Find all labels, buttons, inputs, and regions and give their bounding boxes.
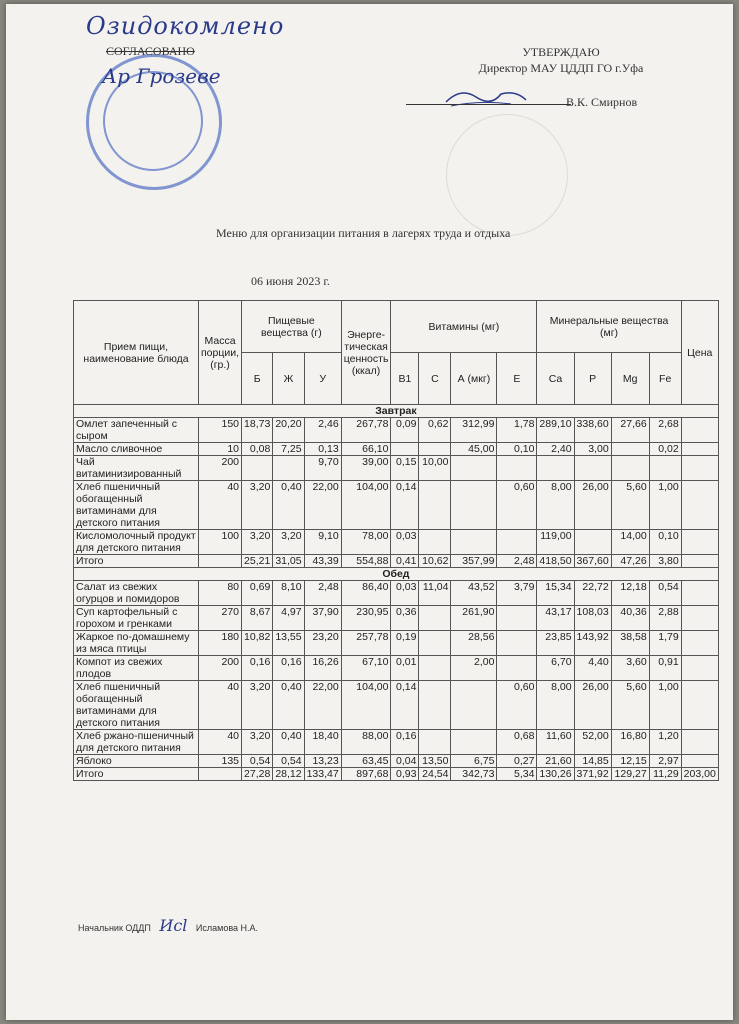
value-cell [419, 730, 451, 755]
value-cell: 11,29 [649, 768, 681, 781]
value-cell: 203,00 [681, 768, 718, 781]
value-cell: 257,78 [341, 631, 391, 656]
header-p: P [574, 353, 611, 405]
section-title: Обед [74, 568, 719, 581]
value-cell: 0,08 [242, 443, 273, 456]
value-cell: 180 [199, 631, 242, 656]
value-cell [497, 530, 537, 555]
value-cell: 14,85 [574, 755, 611, 768]
value-cell: 0,16 [242, 656, 273, 681]
table-row [74, 456, 719, 481]
value-cell: 0,40 [273, 681, 304, 730]
table-row [74, 730, 719, 755]
value-cell: 0,16 [273, 656, 304, 681]
value-cell: 0,04 [391, 755, 419, 768]
value-cell: 24,54 [419, 768, 451, 781]
header-u: У [304, 353, 341, 405]
header-minerals: Минеральные вещества (мг) [537, 301, 681, 353]
value-cell: 0,91 [649, 656, 681, 681]
value-cell [681, 681, 718, 730]
value-cell: 10,62 [419, 555, 451, 568]
value-cell [497, 606, 537, 631]
value-cell: 129,27 [611, 768, 649, 781]
value-cell: 200 [199, 656, 242, 681]
value-cell: 0,03 [391, 530, 419, 555]
value-cell: 3,20 [242, 481, 273, 530]
value-cell: 3,20 [273, 530, 304, 555]
value-cell: 2,46 [304, 418, 341, 443]
value-cell [451, 481, 497, 530]
value-cell: 25,21 [242, 555, 273, 568]
director-name: В.К. Смирнов [566, 95, 638, 109]
table-row [74, 768, 719, 781]
value-cell: 0,03 [391, 581, 419, 606]
value-cell [681, 418, 718, 443]
value-cell [681, 581, 718, 606]
value-cell [419, 606, 451, 631]
value-cell [419, 656, 451, 681]
header-price: Цена [681, 301, 718, 405]
value-cell: 5,60 [611, 681, 649, 730]
value-cell: 554,88 [341, 555, 391, 568]
value-cell: 371,92 [574, 768, 611, 781]
value-cell: 289,10 [537, 418, 574, 443]
value-cell: 2,00 [451, 656, 497, 681]
dish-name-cell: Омлет запеченный с сыром [74, 418, 199, 443]
value-cell [419, 443, 451, 456]
director-signature [441, 82, 531, 112]
value-cell: 12,15 [611, 755, 649, 768]
value-cell: 18,40 [304, 730, 341, 755]
value-cell: 13,55 [273, 631, 304, 656]
value-cell: 3,20 [242, 730, 273, 755]
header-fe: Fe [649, 353, 681, 405]
dish-name-cell: Итого [74, 555, 199, 568]
table-row [74, 481, 719, 530]
document-date: 06 июня 2023 г. [251, 274, 330, 288]
footer-name: Исламова Н.А. [195, 923, 259, 933]
value-cell: 10,00 [419, 456, 451, 481]
section-row [74, 405, 719, 418]
value-cell: 0,10 [497, 443, 537, 456]
value-cell: 12,18 [611, 581, 649, 606]
value-cell: 2,40 [537, 443, 574, 456]
value-cell: 10,82 [242, 631, 273, 656]
dish-name-cell: Жаркое по-домашнему из мяса птицы [74, 631, 199, 656]
value-cell: 104,00 [341, 681, 391, 730]
signature-line [406, 104, 571, 105]
table-row [74, 418, 719, 443]
value-cell: 43,17 [537, 606, 574, 631]
value-cell: 16,80 [611, 730, 649, 755]
footer-position: Начальник ОДДП [78, 923, 151, 933]
dish-name-cell: Масло сливочное [74, 443, 199, 456]
header-b1: B1 [391, 353, 419, 405]
value-cell: 2,88 [649, 606, 681, 631]
value-cell: 1,79 [649, 631, 681, 656]
value-cell: 897,68 [341, 768, 391, 781]
value-cell: 418,50 [537, 555, 574, 568]
value-cell [681, 656, 718, 681]
header-vitamins: Витамины (мг) [391, 301, 537, 353]
value-cell: 100 [199, 530, 242, 555]
value-cell [497, 456, 537, 481]
value-cell: 0,69 [242, 581, 273, 606]
value-cell: 78,00 [341, 530, 391, 555]
value-cell [419, 481, 451, 530]
header-c: C [419, 353, 451, 405]
dish-name-cell: Компот из свежих плодов [74, 656, 199, 681]
value-cell: 28,56 [451, 631, 497, 656]
value-cell: 8,67 [242, 606, 273, 631]
value-cell: 0,41 [391, 555, 419, 568]
value-cell: 13,23 [304, 755, 341, 768]
value-cell: 13,50 [419, 755, 451, 768]
value-cell: 5,60 [611, 481, 649, 530]
value-cell [451, 530, 497, 555]
value-cell: 119,00 [537, 530, 574, 555]
value-cell: 143,92 [574, 631, 611, 656]
value-cell: 0,54 [273, 755, 304, 768]
value-cell [649, 456, 681, 481]
value-cell: 15,34 [537, 581, 574, 606]
value-cell: 80 [199, 581, 242, 606]
value-cell: 16,26 [304, 656, 341, 681]
dish-name-cell: Салат из свежих огурцов и помидоров [74, 581, 199, 606]
value-cell [451, 456, 497, 481]
value-cell: 130,26 [537, 768, 574, 781]
value-cell [574, 456, 611, 481]
value-cell [681, 555, 718, 568]
value-cell: 40 [199, 730, 242, 755]
value-cell: 104,00 [341, 481, 391, 530]
value-cell: 67,10 [341, 656, 391, 681]
value-cell: 0,02 [649, 443, 681, 456]
value-cell: 43,52 [451, 581, 497, 606]
value-cell [451, 730, 497, 755]
value-cell: 3,00 [574, 443, 611, 456]
dish-name-cell: Хлеб ржано-пшеничный для детского питания [74, 730, 199, 755]
value-cell: 7,25 [273, 443, 304, 456]
value-cell: 0,54 [242, 755, 273, 768]
value-cell: 0,40 [273, 481, 304, 530]
dish-name-cell: Яблоко [74, 755, 199, 768]
dish-name-cell: Суп картофельный с горохом и гренками [74, 606, 199, 631]
value-cell: 312,99 [451, 418, 497, 443]
value-cell [574, 530, 611, 555]
footer-signature: Иcl [159, 916, 188, 935]
value-cell: 0,01 [391, 656, 419, 681]
value-cell [199, 555, 242, 568]
value-cell: 342,73 [451, 768, 497, 781]
value-cell: 20,20 [273, 418, 304, 443]
value-cell: 2,68 [649, 418, 681, 443]
value-cell [681, 456, 718, 481]
value-cell: 0,40 [273, 730, 304, 755]
value-cell: 9,70 [304, 456, 341, 481]
value-cell: 22,00 [304, 681, 341, 730]
value-cell: 66,10 [341, 443, 391, 456]
table-row [74, 656, 719, 681]
value-cell: 0,09 [391, 418, 419, 443]
value-cell [611, 443, 649, 456]
value-cell [497, 656, 537, 681]
agreed-label: СОГЛАСОВАНО [106, 44, 195, 58]
value-cell: 86,40 [341, 581, 391, 606]
header-mass: Масса порции, (гр.) [199, 301, 242, 405]
value-cell: 3,20 [242, 530, 273, 555]
section-title: Завтрак [74, 405, 719, 418]
value-cell: 88,00 [341, 730, 391, 755]
table-row [74, 581, 719, 606]
value-cell: 63,45 [341, 755, 391, 768]
value-cell [419, 631, 451, 656]
dish-name-cell: Хлеб пшеничный обогащенный витаминами для детского питания [74, 481, 199, 530]
value-cell: 38,58 [611, 631, 649, 656]
value-cell: 40,36 [611, 606, 649, 631]
dish-name-cell: Кисломолочный продукт для детского питания [74, 530, 199, 555]
value-cell: 3,60 [611, 656, 649, 681]
value-cell: 135 [199, 755, 242, 768]
value-cell: 43,39 [304, 555, 341, 568]
value-cell: 26,00 [574, 481, 611, 530]
value-cell: 230,95 [341, 606, 391, 631]
value-cell [681, 755, 718, 768]
value-cell [681, 530, 718, 555]
value-cell [419, 530, 451, 555]
value-cell: 39,00 [341, 456, 391, 481]
header-meal-name: Прием пищи, наименование блюда [74, 301, 199, 405]
value-cell: 0,27 [497, 755, 537, 768]
value-cell: 133,47 [304, 768, 341, 781]
value-cell [273, 456, 304, 481]
value-cell: 22,72 [574, 581, 611, 606]
header-e: E [497, 353, 537, 405]
value-cell: 0,13 [304, 443, 341, 456]
header-zh: Ж [273, 353, 304, 405]
value-cell: 0,16 [391, 730, 419, 755]
value-cell: 0,19 [391, 631, 419, 656]
value-cell: 357,99 [451, 555, 497, 568]
value-cell [242, 456, 273, 481]
value-cell: 0,68 [497, 730, 537, 755]
value-cell [391, 443, 419, 456]
value-cell: 367,60 [574, 555, 611, 568]
value-cell [681, 730, 718, 755]
value-cell: 6,70 [537, 656, 574, 681]
table-row [74, 606, 719, 631]
header-b: Б [242, 353, 273, 405]
document-title: Меню для организации питания в лагерях труда и отдыха [216, 226, 511, 240]
value-cell: 150 [199, 418, 242, 443]
value-cell: 37,90 [304, 606, 341, 631]
table-row [74, 555, 719, 568]
value-cell: 21,60 [537, 755, 574, 768]
value-cell: 26,00 [574, 681, 611, 730]
table-row [74, 443, 719, 456]
approve-position: Директор МАУ ЦДДП ГО г.Уфа [478, 61, 644, 75]
value-cell: 0,10 [649, 530, 681, 555]
value-cell: 8,10 [273, 581, 304, 606]
value-cell: 270 [199, 606, 242, 631]
value-cell: 40 [199, 681, 242, 730]
value-cell [681, 631, 718, 656]
value-cell: 14,00 [611, 530, 649, 555]
value-cell: 8,00 [537, 681, 574, 730]
value-cell: 0,60 [497, 681, 537, 730]
value-cell: 5,34 [497, 768, 537, 781]
approve-title: УТВЕРЖДАЮ [522, 45, 600, 59]
value-cell: 11,04 [419, 581, 451, 606]
value-cell: 27,28 [242, 768, 273, 781]
value-cell: 2,48 [497, 555, 537, 568]
value-cell: 22,00 [304, 481, 341, 530]
value-cell: 11,60 [537, 730, 574, 755]
dish-name-cell: Итого [74, 768, 199, 781]
value-cell [611, 456, 649, 481]
value-cell: 0,54 [649, 581, 681, 606]
value-cell: 3,20 [242, 681, 273, 730]
value-cell [681, 443, 718, 456]
value-cell: 8,00 [537, 481, 574, 530]
value-cell: 0,60 [497, 481, 537, 530]
value-cell: 40 [199, 481, 242, 530]
value-cell: 23,85 [537, 631, 574, 656]
value-cell: 1,20 [649, 730, 681, 755]
header-nutrients: Пищевые вещества (г) [242, 301, 342, 353]
value-cell [681, 606, 718, 631]
value-cell: 0,14 [391, 481, 419, 530]
value-cell [451, 681, 497, 730]
value-cell: 200 [199, 456, 242, 481]
value-cell: 3,80 [649, 555, 681, 568]
footer [78, 916, 258, 935]
header-ca: Ca [537, 353, 574, 405]
value-cell: 267,78 [341, 418, 391, 443]
value-cell [497, 631, 537, 656]
value-cell: 1,78 [497, 418, 537, 443]
value-cell: 1,00 [649, 681, 681, 730]
value-cell: 3,79 [497, 581, 537, 606]
value-cell: 23,20 [304, 631, 341, 656]
table-row [74, 530, 719, 555]
value-cell: 1,00 [649, 481, 681, 530]
value-cell: 0,62 [419, 418, 451, 443]
value-cell: 4,40 [574, 656, 611, 681]
value-cell: 6,75 [451, 755, 497, 768]
handwritten-note: Озидокомлено [86, 12, 285, 40]
value-cell: 338,60 [574, 418, 611, 443]
value-cell [537, 456, 574, 481]
value-cell: 27,66 [611, 418, 649, 443]
table-row [74, 631, 719, 656]
value-cell: 0,36 [391, 606, 419, 631]
value-cell: 9,10 [304, 530, 341, 555]
value-cell: 28,12 [273, 768, 304, 781]
handwritten-signature: Ар Грозеве [102, 64, 221, 88]
value-cell: 45,00 [451, 443, 497, 456]
value-cell [199, 768, 242, 781]
value-cell: 0,93 [391, 768, 419, 781]
value-cell: 108,03 [574, 606, 611, 631]
value-cell: 0,15 [391, 456, 419, 481]
value-cell: 2,48 [304, 581, 341, 606]
section-row [74, 568, 719, 581]
value-cell [419, 681, 451, 730]
header-energy: Энерге-тическая ценность (ккал) [341, 301, 391, 405]
value-cell: 31,05 [273, 555, 304, 568]
approval-block [461, 44, 661, 109]
menu-table [73, 300, 719, 781]
value-cell: 0,14 [391, 681, 419, 730]
table-row [74, 681, 719, 730]
menu-table-body [74, 405, 719, 781]
table-row [74, 755, 719, 768]
value-cell: 52,00 [574, 730, 611, 755]
value-cell: 2,97 [649, 755, 681, 768]
dish-name-cell: Хлеб пшеничный обогащенный витаминами для детского питания [74, 681, 199, 730]
value-cell: 47,26 [611, 555, 649, 568]
value-cell: 261,90 [451, 606, 497, 631]
value-cell: 18,73 [242, 418, 273, 443]
header-mg: Mg [611, 353, 649, 405]
faint-stamp [446, 114, 568, 236]
value-cell: 4,97 [273, 606, 304, 631]
value-cell: 10 [199, 443, 242, 456]
dish-name-cell: Чай витаминизированный [74, 456, 199, 481]
value-cell [681, 481, 718, 530]
header-a: А (мкг) [451, 353, 497, 405]
